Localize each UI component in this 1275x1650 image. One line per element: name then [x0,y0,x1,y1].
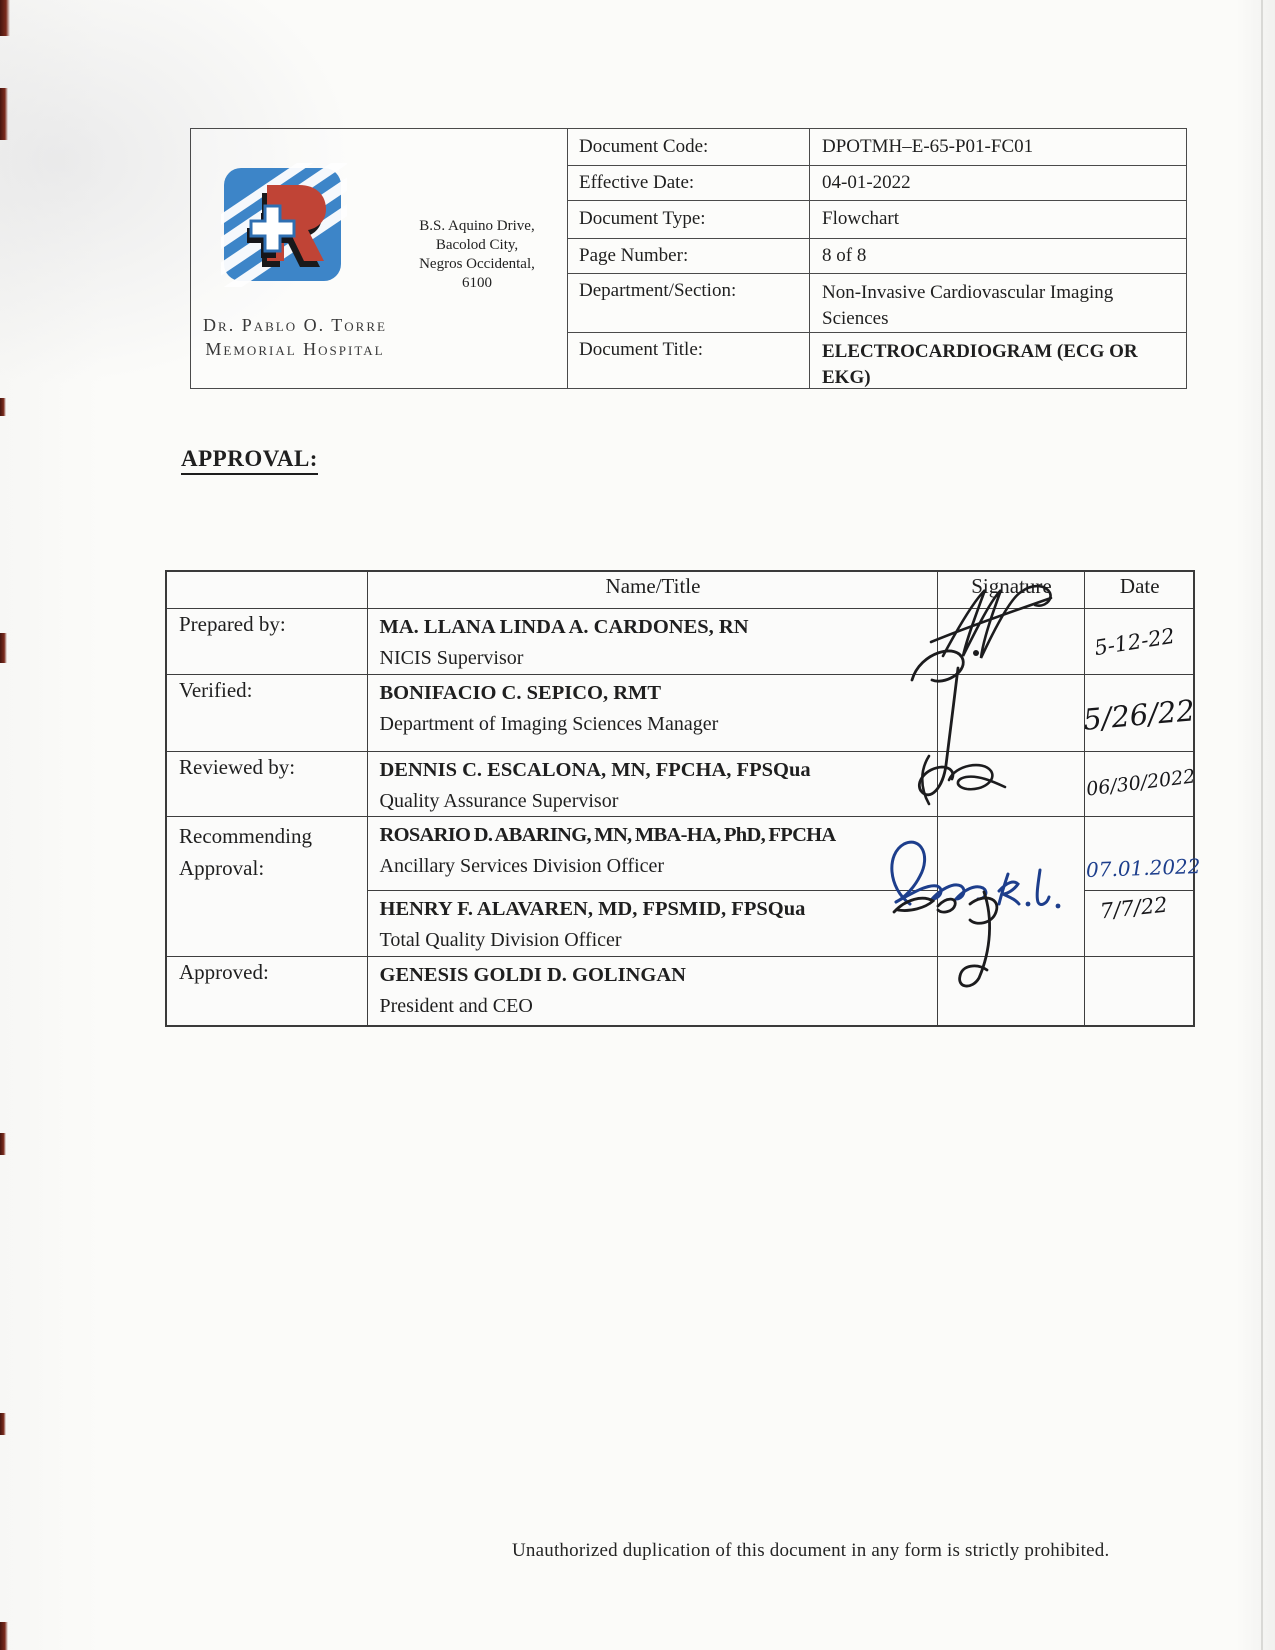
column-header-date: Date [1084,571,1194,608]
date-cell [1084,956,1194,1026]
table-row [166,751,1194,816]
address-line: B.S. Aquino Drive, [419,218,535,234]
document-header-table [190,128,1187,389]
approver-name: ROSARIO D. ABARING, MN, MBA-HA, PhD, FPCHA [379,823,836,846]
column-header-role [166,571,367,608]
page-edge-shadow [1261,0,1263,1650]
hospital-name-line1: Dr. Pablo O. Torre [203,315,387,335]
approver-name: HENRY F. ALAVAREN, MD, FPSMID, FPSQua [379,897,806,920]
field-value-effective-date: 04-01-2022 [822,171,911,193]
field-value-document-type: Flowchart [822,208,900,230]
scan-artifact [0,88,8,140]
handwritten-date-verified: 5/26/22 [1081,693,1197,737]
handwritten-date-recommending-2: 7/7/22 [1098,892,1169,924]
role-recommending-approval: Recommending Approval: [166,816,367,956]
approver-name: DENNIS C. ESCALONA, MN, FPCHA, FPSQua [379,758,811,781]
role-prepared-by: Prepared by: [166,608,367,674]
handwritten-date-prepared: 5-12-22 [1092,623,1177,661]
signature-cell [937,816,1084,956]
field-label-document-type: Document Type: [568,201,810,237]
table-row [166,956,1194,1026]
address-line: 6100 [462,275,492,291]
field-value-document-title: ELECTROCARDIOGRAM (ECG OR EKG) [822,341,1138,389]
field-value-department-section: Non-Invasive Cardiovascular Imaging Sciences [822,282,1114,330]
table-row [166,674,1194,751]
role-reviewed-by: Reviewed by: [166,751,367,816]
approver-title: Department of Imaging Sciences Manager [379,712,719,735]
hospital-identity-cell [191,129,568,388]
signature-cell [937,751,1084,816]
role-approved: Approved: [166,956,367,1026]
field-value-page-number: 8 of 8 [822,244,867,266]
field-label-department-section: Department/Section: [568,274,810,332]
table-row [166,608,1194,674]
hospital-logo [221,163,347,287]
approver-name: MA. LLANA LINDA A. CARDONES, RN [379,615,749,638]
signature-cell [937,956,1084,1026]
field-label-document-title: Document Title: [568,333,810,388]
scan-artifact [0,398,6,416]
approver-name: GENESIS GOLDI D. GOLINGAN [379,963,686,986]
scan-artifact [0,1133,6,1155]
approver-title: Quality Assurance Supervisor [379,789,619,812]
approver-title: President and CEO [379,994,533,1017]
footer-note: Unauthorized duplication of this document in any form is strictly prohibited. [512,1540,1110,1561]
address-line: Negros Occidental, [419,256,535,272]
document-meta-fields [568,129,1186,388]
signature-cell [937,608,1084,674]
signature-cell [937,674,1084,751]
approval-table [165,570,1195,1027]
column-header-name-title: Name/Title [367,571,937,608]
column-header-signature: Signature [937,571,1084,608]
field-label-effective-date: Effective Date: [568,166,810,201]
approver-title: Total Quality Division Officer [379,928,622,951]
handwritten-date-recommending-1: 07.01.2022 [1085,854,1201,882]
role-verified: Verified: [166,674,367,751]
scan-artifact [0,633,7,663]
table-row [166,816,1194,890]
approver-title: NICIS Supervisor [379,646,524,669]
field-label-page-number: Page Number: [568,239,810,274]
approver-title: Ancillary Services Division Officer [379,854,665,877]
hospital-name-line2: Memorial Hospital [205,339,385,359]
approver-name: BONIFACIO C. SEPICO, RMT [379,681,662,704]
scan-artifact [0,1413,6,1435]
approval-heading: APPROVAL: [181,446,318,475]
handwritten-date-reviewed: 06/30/2022 [1085,765,1197,801]
field-value-document-code: DPOTMH–E-65-P01-FC01 [822,135,1034,157]
address-line: Bacolod City, [435,237,519,253]
hospital-name [179,313,411,361]
field-label-document-code: Document Code: [568,129,810,165]
scan-artifact [0,0,10,36]
hospital-address [403,217,551,293]
scan-artifact [0,1622,8,1650]
